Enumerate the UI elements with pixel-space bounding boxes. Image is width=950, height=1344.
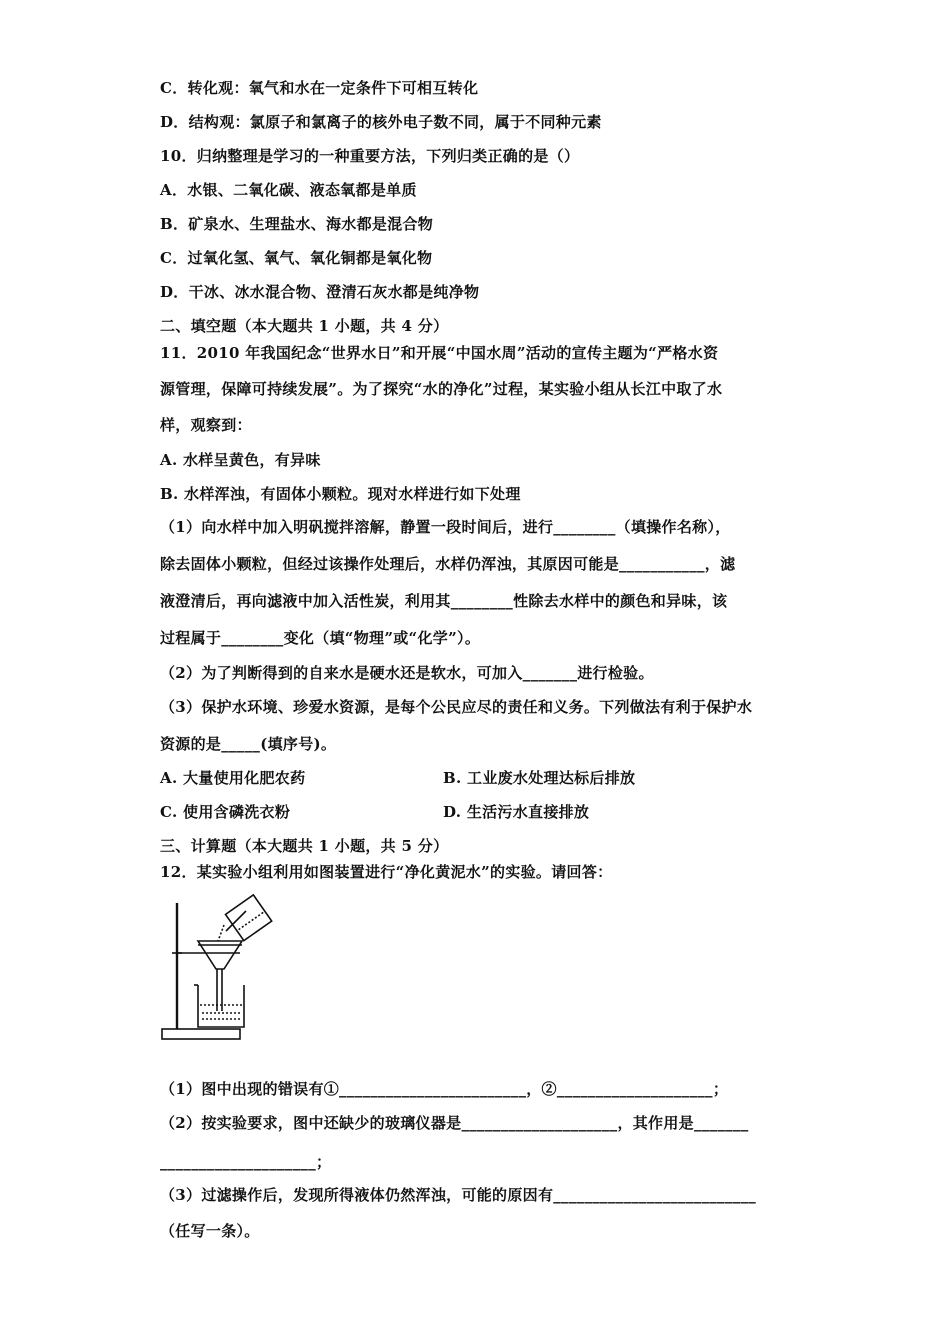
question-12-part2-line2: ____________________； [160, 1153, 332, 1171]
observation-b: B. 水样浑浊，有固体小颗粒。现对水样进行如下处理 [160, 485, 521, 503]
option-10d: D．干冰、冰水混合物、澄清石灰水都是纯净物 [160, 283, 480, 301]
observation-a: A. 水样呈黄色，有异味 [160, 451, 321, 469]
question-12: 12．某实验小组利用如图装置进行“净化黄泥水”的实验。请回答： [160, 863, 613, 881]
question-11-part1-line3: 液澄清后，再向滤液中加入活性炭，利用其________性除去水样中的颜色和异味，该 [160, 592, 728, 610]
option-11c: C. 使用含磷洗衣粉 [160, 803, 291, 821]
option-11b: B. 工业废水处理达标后排放 [443, 769, 636, 787]
option-10a: A．水银、二氧化碳、液态氧都是单质 [160, 181, 417, 199]
question-11-line3: 样，观察到： [160, 416, 252, 434]
question-12-part3-line2: （任写一条）。 [160, 1222, 260, 1240]
question-11-part3-line2: 资源的是_____(填序号)。 [160, 735, 337, 753]
option-10c: C．过氧化氢、氧气、氧化铜都是氧化物 [160, 249, 433, 267]
question-11-part1-line4: 过程属于________变化（填“物理”或“化学”）。 [160, 629, 481, 647]
pouring-beaker [226, 895, 272, 941]
question-11-line1: 11．2010 年我国纪念“世界水日”和开展“中国水周”活动的宣传主题为“严格水资 [160, 344, 719, 362]
question-10: 10．归纳整理是学习的一种重要方法，下列归类正确的是（） [160, 147, 580, 165]
question-12-part3-line1: （3）过滤操作后，发现所得液体仍然浑浊，可能的原因有__________________________ [160, 1186, 757, 1204]
receiving-beaker [198, 985, 244, 1027]
section-heading-fill-blank: 二、填空题（本大题共 1 小题，共 4 分） [160, 317, 449, 335]
question-12-part1: （1）图中出现的错误有①________________________，②____________________； [160, 1080, 729, 1098]
option-11d: D. 生活污水直接排放 [443, 803, 590, 821]
filtration-apparatus-figure [160, 893, 285, 1045]
question-12-part2-line1: （2）按实验要求，图中还缺少的玻璃仪器是____________________，其作用是_______ [160, 1114, 749, 1132]
question-11-part1-line2: 除去固体小颗粒，但经过该操作处理后，水样仍浑浊，其原因可能是___________，滤 [160, 555, 736, 573]
option-10b: B．矿泉水、生理盐水、海水都是混合物 [160, 215, 434, 233]
question-11-part1-line1: （1）向水样中加入明矾搅拌溶解，静置一段时间后，进行________（填操作名称）， [160, 518, 731, 536]
stand-base [162, 1029, 240, 1039]
option-9d: D．结构观：氯原子和氯离子的核外电子数不同，属于不同种元素 [160, 113, 602, 131]
question-11-line2: 源管理，保障可持续发展”。为了探究“水的净化”过程，某实验小组从长江中取了水 [160, 380, 723, 398]
option-11a: A. 大量使用化肥农药 [160, 769, 306, 787]
question-11-part2: （2）为了判断得到的自来水是硬水还是软水，可加入_______进行检验。 [160, 664, 654, 682]
option-9c: C．转化观：氧气和水在一定条件下可相互转化 [160, 79, 479, 97]
section-heading-calculation: 三、计算题（本大题共 1 小题，共 5 分） [160, 837, 449, 855]
question-11-part3-line1: （3）保护水环境、珍爱水资源，是每个公民应尽的责任和义务。下列做法有利于保护水 [160, 698, 753, 716]
